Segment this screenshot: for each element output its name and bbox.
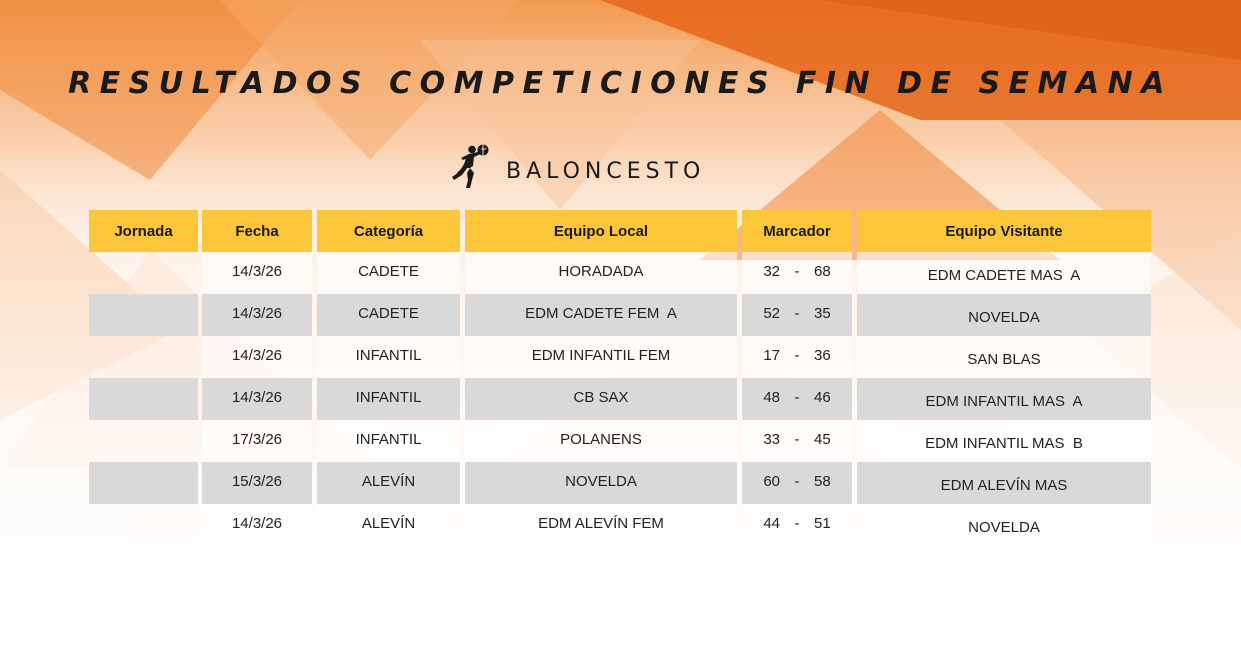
cell-marcador: 32 - 68 xyxy=(742,252,852,294)
cell-equipo-visitante: EDM CADETE MAS A xyxy=(857,252,1151,294)
cell-equipo-local: EDM CADETE FEM A xyxy=(465,294,737,336)
cell-jornada xyxy=(89,252,198,294)
away-score: 35 xyxy=(814,305,831,322)
home-score: 33 xyxy=(763,431,780,448)
cell-equipo-visitante: NOVELDA xyxy=(857,294,1151,336)
cell-jornada xyxy=(89,378,198,420)
cell-fecha: 14/3/26 xyxy=(202,252,312,294)
cell-fecha: 14/3/26 xyxy=(202,504,312,546)
cell-categoria: CADETE xyxy=(317,294,460,336)
table-row xyxy=(0,336,1241,378)
cell-marcador: 48 - 46 xyxy=(742,378,852,420)
home-score: 52 xyxy=(763,305,780,322)
table-row xyxy=(0,504,1241,546)
away-score: 36 xyxy=(814,347,831,364)
column-header-equipo-local: Equipo Local xyxy=(465,210,737,252)
cell-jornada xyxy=(89,462,198,504)
cell-jornada xyxy=(89,420,198,462)
cell-fecha: 14/3/26 xyxy=(202,294,312,336)
cell-marcador: 60 - 58 xyxy=(742,462,852,504)
page-title: RESULTADOS COMPETICIONES FIN DE SEMANA xyxy=(68,66,1173,101)
cell-categoria: ALEVÍN xyxy=(317,462,460,504)
cell-equipo-local: CB SAX xyxy=(465,378,737,420)
table-row xyxy=(0,252,1241,294)
column-header-jornada: Jornada xyxy=(89,210,198,252)
cell-categoria: ALEVÍN xyxy=(317,504,460,546)
sport-heading xyxy=(450,142,705,192)
cell-equipo-visitante: SAN BLAS xyxy=(857,336,1151,378)
home-score: 48 xyxy=(763,389,780,406)
away-score: 51 xyxy=(814,515,831,532)
cell-categoria: INFANTIL xyxy=(317,378,460,420)
basketball-player-icon xyxy=(450,142,490,192)
cell-fecha: 15/3/26 xyxy=(202,462,312,504)
table-row xyxy=(0,420,1241,462)
cell-marcador: 44 - 51 xyxy=(742,504,852,546)
cell-equipo-local: POLANENS xyxy=(465,420,737,462)
home-score: 44 xyxy=(763,515,780,532)
home-score: 17 xyxy=(763,347,780,364)
cell-equipo-local: HORADADA xyxy=(465,252,737,294)
column-header-categoria: Categoría xyxy=(317,210,460,252)
cell-fecha: 17/3/26 xyxy=(202,420,312,462)
cell-categoria: INFANTIL xyxy=(317,336,460,378)
away-score: 58 xyxy=(814,473,831,490)
away-score: 68 xyxy=(814,263,831,280)
cell-marcador: 33 - 45 xyxy=(742,420,852,462)
cell-equipo-local: EDM INFANTIL FEM xyxy=(465,336,737,378)
table-row xyxy=(0,462,1241,504)
cell-categoria: INFANTIL xyxy=(317,420,460,462)
cell-jornada xyxy=(89,294,198,336)
sport-label: BALONCESTO xyxy=(506,158,706,184)
cell-equipo-visitante: NOVELDA xyxy=(857,504,1151,546)
cell-categoria: CADETE xyxy=(317,252,460,294)
column-header-fecha: Fecha xyxy=(202,210,312,252)
home-score: 32 xyxy=(763,263,780,280)
cell-jornada xyxy=(89,336,198,378)
cell-marcador: 17 - 36 xyxy=(742,336,852,378)
cell-equipo-local: NOVELDA xyxy=(465,462,737,504)
column-header-marcador: Marcador xyxy=(742,210,852,252)
away-score: 46 xyxy=(814,389,831,406)
table-row xyxy=(0,378,1241,420)
cell-equipo-visitante: EDM INFANTIL MAS A xyxy=(857,378,1151,420)
column-header-equipo-visitante: Equipo Visitante xyxy=(857,210,1151,252)
cell-jornada xyxy=(89,504,198,546)
cell-equipo-local: EDM ALEVÍN FEM xyxy=(465,504,737,546)
cell-equipo-visitante: EDM INFANTIL MAS B xyxy=(857,420,1151,462)
away-score: 45 xyxy=(814,431,831,448)
cell-marcador: 52 - 35 xyxy=(742,294,852,336)
home-score: 60 xyxy=(763,473,780,490)
cell-fecha: 14/3/26 xyxy=(202,336,312,378)
cell-fecha: 14/3/26 xyxy=(202,378,312,420)
cell-equipo-visitante: EDM ALEVÍN MAS xyxy=(857,462,1151,504)
table-row xyxy=(0,294,1241,336)
